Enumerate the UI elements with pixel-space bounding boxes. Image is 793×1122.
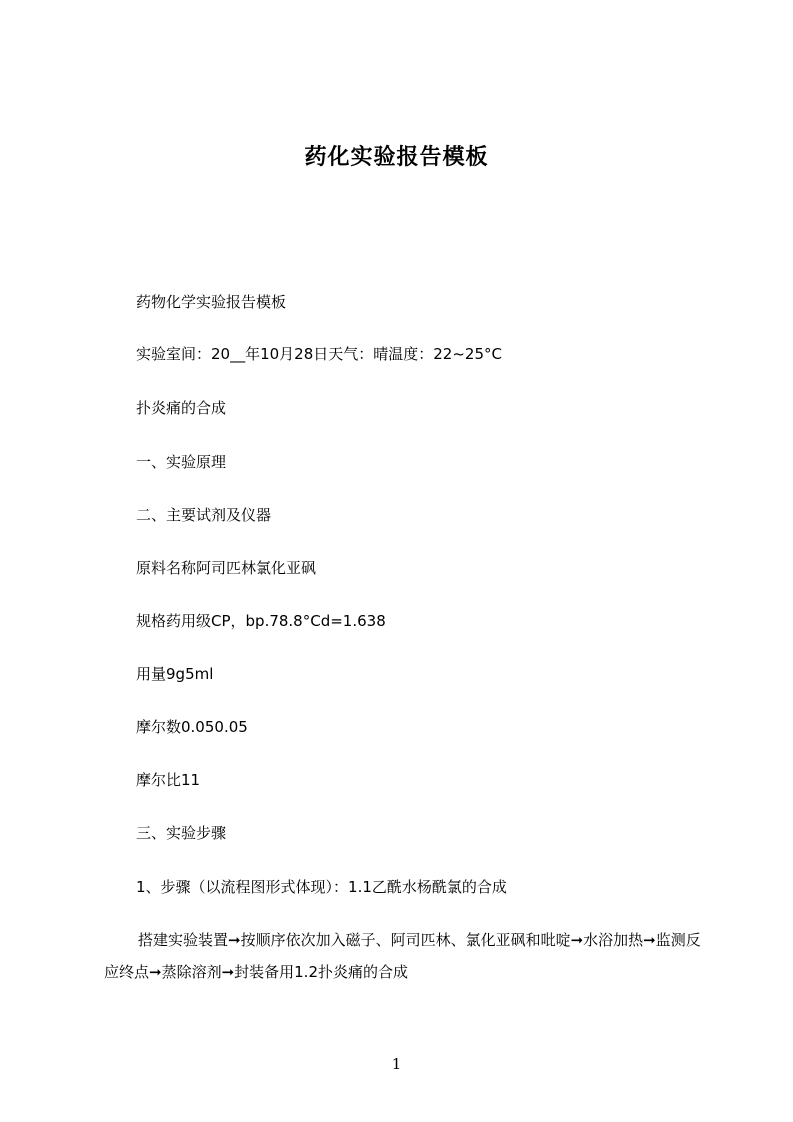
paragraph-specification: 规格药用级CP，bp.78.8°Cd=1.638	[136, 612, 386, 630]
paragraph-report-template: 药物化学实验报告模板	[136, 293, 287, 311]
paragraph-raw-material-names: 原料名称阿司匹林氯化亚砜	[136, 559, 317, 577]
paragraph-synthesis-title: 扑炎痛的合成	[136, 399, 227, 417]
page-number: 1	[391, 1055, 402, 1073]
paragraph-step-1: 1、步骤（以流程图形式体现）：1.1乙酰水杨酰氯的合成	[136, 878, 507, 896]
paragraph-lab-date-weather: 实验室间：20__年10月28日天气：晴温度：22~25°C	[136, 345, 502, 363]
document-title: 药化实验报告模板	[304, 145, 489, 170]
section-heading-steps: 三、实验步骤	[136, 824, 227, 842]
section-heading-principle: 一、实验原理	[136, 453, 227, 471]
paragraph-molar-ratio: 摩尔比11	[136, 771, 201, 789]
paragraph-flow-steps: 搭建实验装置➞按顺序依次加入磁子、阿司匹林、氯化亚砜和吡啶➞水浴加热➞监测反应终点➞蒸除溶剂➞封装备用1.2扑炎痛的合成	[104, 931, 701, 981]
section-heading-reagents: 二、主要试剂及仪器	[136, 506, 272, 524]
paragraph-moles: 摩尔数0.050.05	[136, 718, 248, 736]
paragraph-dosage: 用量9g5ml	[136, 665, 214, 683]
